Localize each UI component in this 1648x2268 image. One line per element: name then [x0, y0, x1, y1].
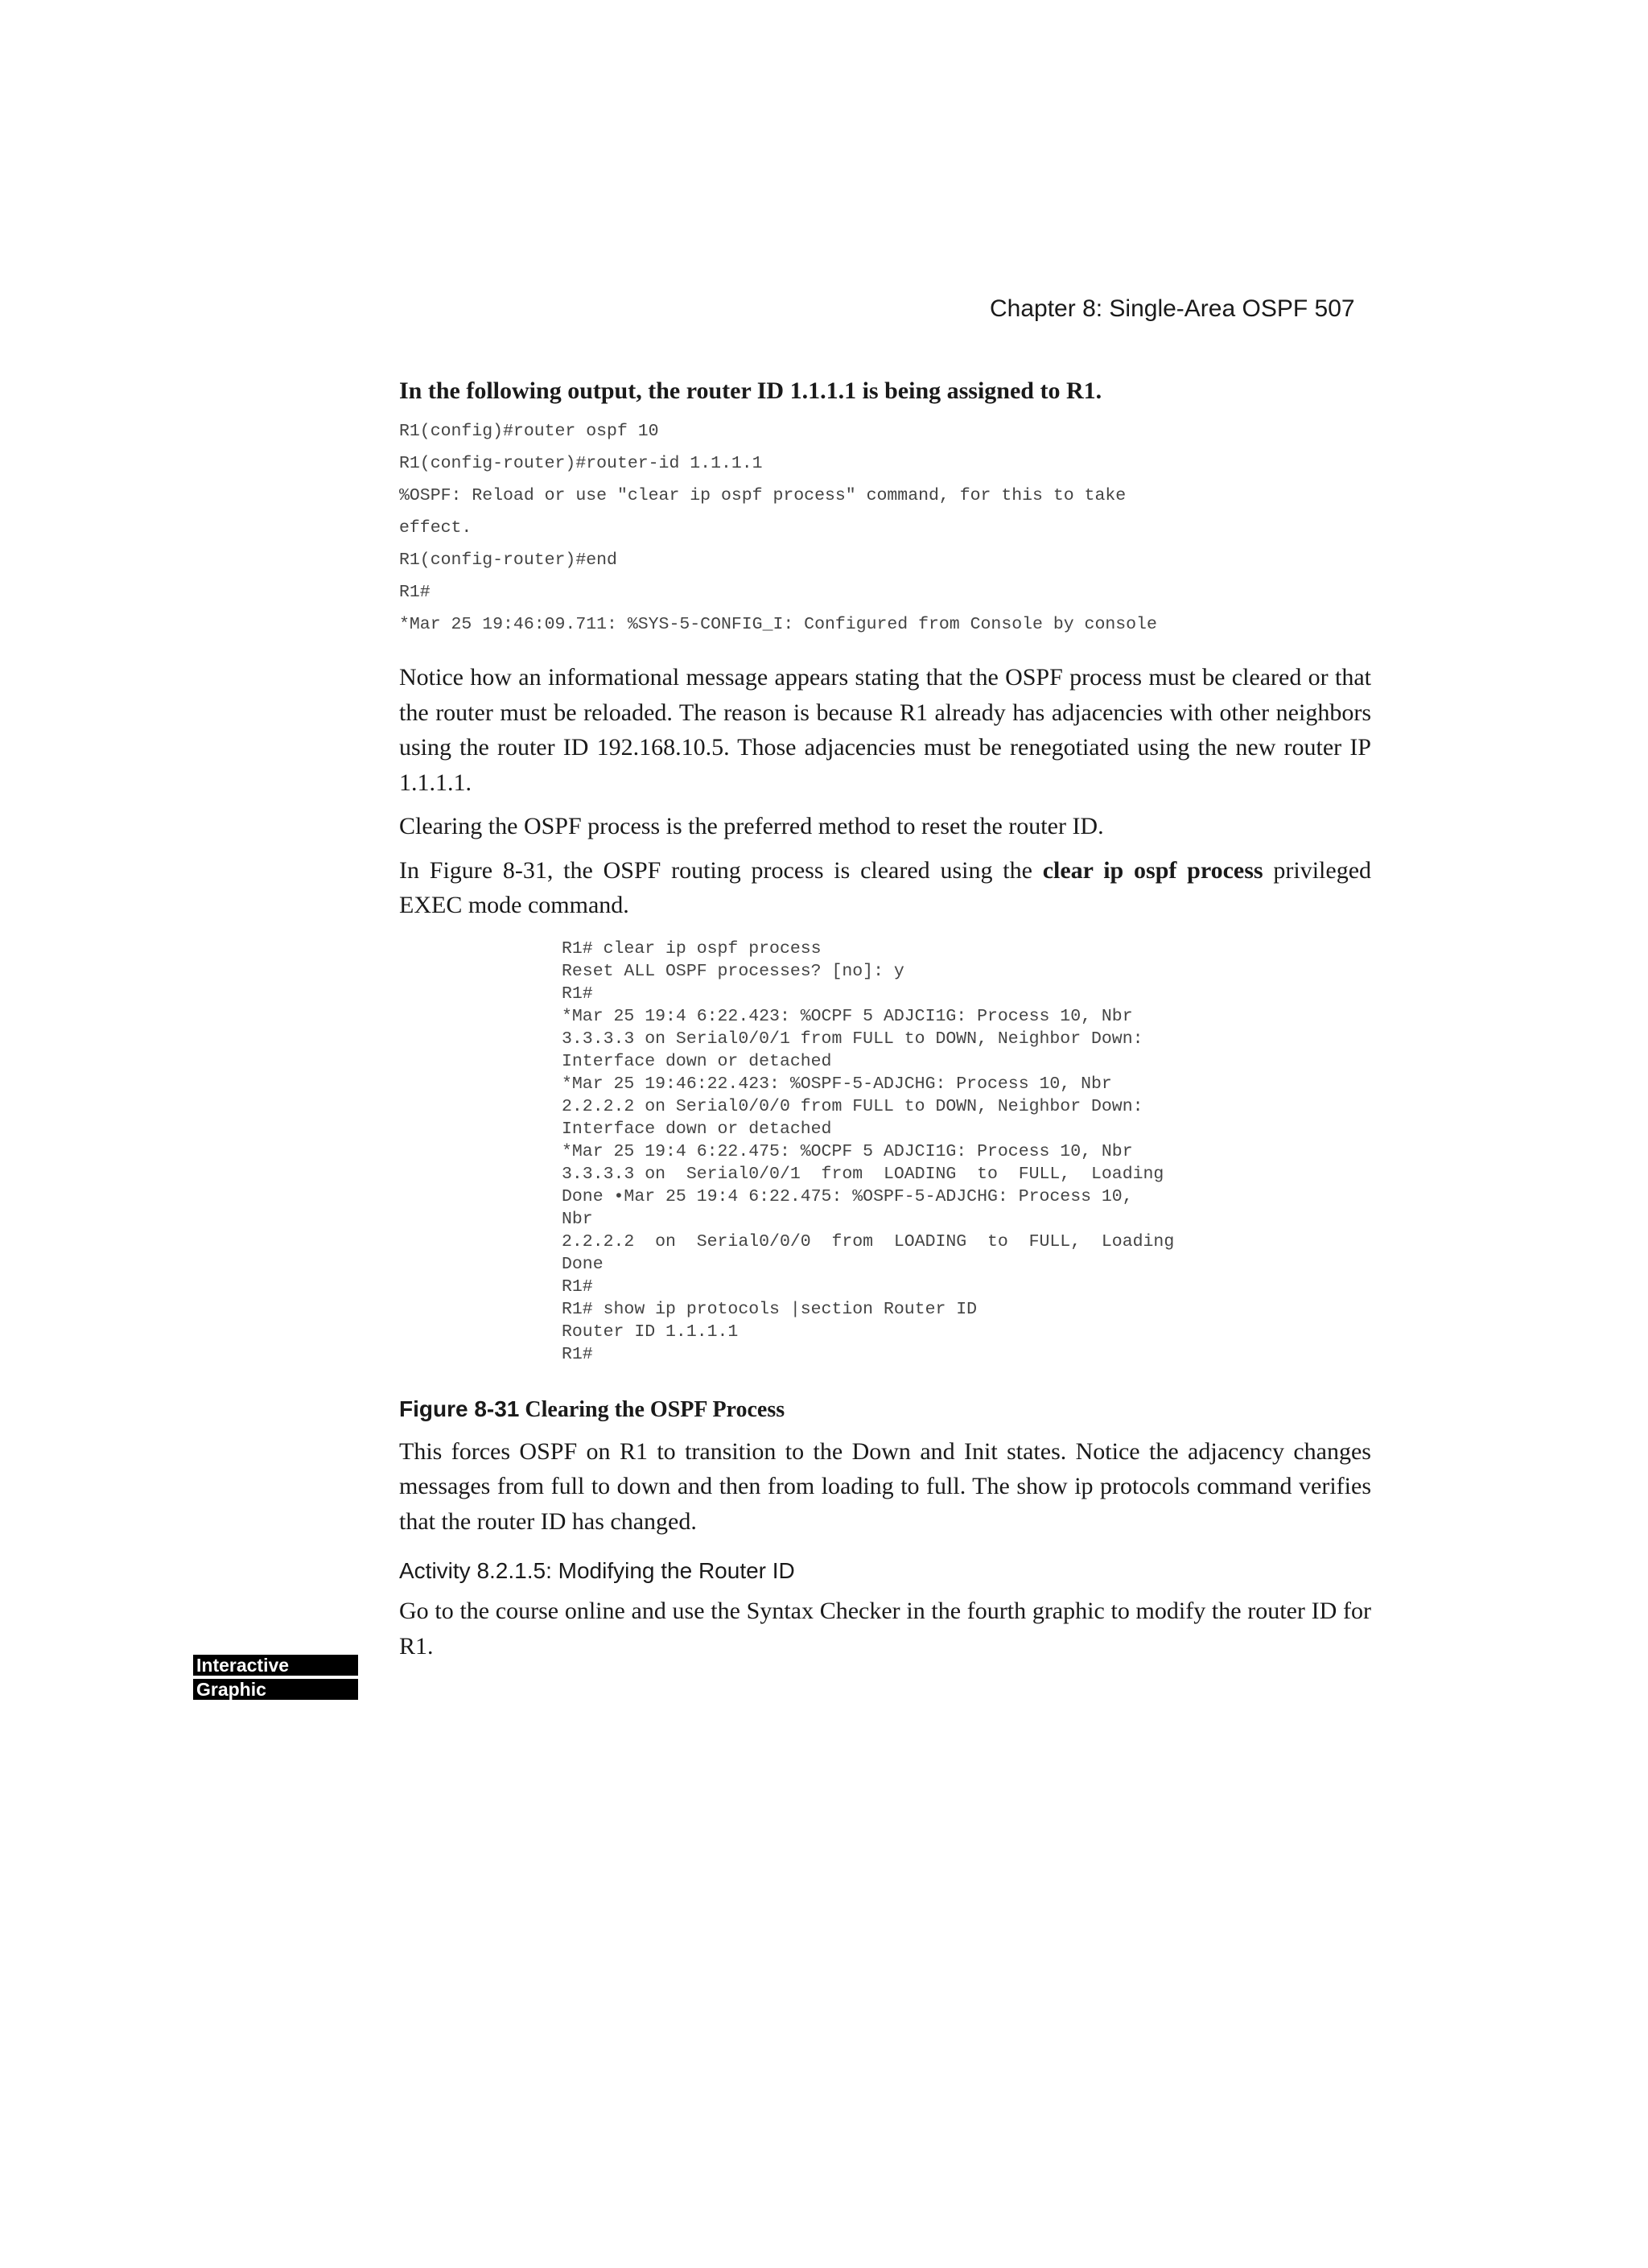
console-line: R1# show ip protocols |section Router ID: [562, 1299, 978, 1319]
code-line: effect.: [399, 518, 472, 538]
code-line: R1(config)#router ospf 10: [399, 422, 659, 441]
badge-line-graphic: Graphic: [193, 1679, 358, 1700]
activity-title: Activity 8.2.1.5: Modifying the Router ID: [399, 1558, 795, 1583]
console-line: 3.3.3.3 on Serial0/0/1 from FULL to DOWN, Neighbor Down:: [562, 1029, 1143, 1049]
console-line: Interface down or detached: [562, 1119, 832, 1139]
code-line: *Mar 25 19:46:09.711: %SYS-5-CONFIG_I: Configured from Console by console: [399, 615, 1157, 634]
code-line: %OSPF: Reload or use "clear ip ospf process" command, for this to take: [399, 486, 1127, 505]
code-line: R1(config-router)#router-id 1.1.1.1: [399, 454, 763, 473]
body-paragraph: Notice how an informational message appears stating that the OSPF process must be cleared or that the router must be reloaded. The reason is because R1 already has adjacencies with other neighbors using the router ID 192.168.10.5. Those adjacencies must be renegotiated using the new router IP 1.1.1.1.: [399, 664, 1371, 796]
code-line: R1(config-router)#end: [399, 551, 617, 570]
figure-intro-text: In Figure 8-31, the OSPF routing process is cleared using the: [399, 856, 1043, 884]
console-line: R1#: [562, 1344, 593, 1364]
console-line: Nbr: [562, 1209, 593, 1229]
console-line: R1#: [562, 1276, 593, 1297]
lead-sentence: In the following output, the router ID 1.1.1.1 is being assigned to R1.: [399, 377, 1102, 404]
console-line: R1# clear ip ospf process: [562, 938, 822, 959]
interactive-graphic-badge: [193, 1655, 358, 1703]
badge-line-interactive: Interactive: [193, 1655, 358, 1676]
console-line: *Mar 25 19:4 6:22.423: %OCPF 5 ADJCI1G: Process 10, Nbr: [562, 1006, 1133, 1026]
activity-body: Go to the course online and use the Syntax Checker in the fourth graphic to modify the router ID for R1.: [399, 1598, 1371, 1660]
console-line: R1#: [562, 983, 593, 1004]
console-line: 2.2.2.2 on Serial0/0/0 from FULL to DOWN, Neighbor Down:: [562, 1096, 1143, 1116]
figure-caption: [399, 1393, 1371, 1426]
console-line: Interface down or detached: [562, 1051, 832, 1071]
console-line: Done •Mar 25 19:4 6:22.475: %OSPF-5-ADJCHG: Process 10,: [562, 1186, 1133, 1206]
console-line: Done: [562, 1254, 604, 1274]
config-code-block: [399, 415, 1371, 641]
figure-console-output: [562, 938, 1371, 1393]
figure-intro-paragraph: [399, 853, 1371, 923]
body-paragraph: This forces OSPF on R1 to transition to the Down and Init states. Notice the adjacency changes messages from full to down and then from loading to full. The show ip protocols command verifies that the router ID has changed.: [399, 1437, 1371, 1535]
console-line: Router ID 1.1.1.1: [562, 1322, 739, 1342]
command-name: clear ip ospf process: [1042, 856, 1263, 884]
figure-caption-label: Figure 8-31: [399, 1396, 520, 1421]
figure-intro-text: privileged EXEC mode command.: [399, 856, 1372, 918]
console-line: *Mar 25 19:46:22.423: %OSPF-5-ADJCHG: Process 10, Nbr: [562, 1074, 1112, 1094]
console-line: Reset ALL OSPF processes? [no]: y: [562, 961, 904, 981]
code-line: R1#: [399, 583, 431, 602]
console-line: *Mar 25 19:4 6:22.475: %OCPF 5 ADJCI1G: Process 10, Nbr: [562, 1141, 1133, 1161]
running-head: Chapter 8: Single-Area OSPF 507: [990, 295, 1355, 322]
console-line: 3.3.3.3 on Serial0/0/1 from LOADING to FULL, Loading: [562, 1164, 1164, 1184]
page-content: [399, 375, 1371, 1672]
console-line: 2.2.2.2 on Serial0/0/0 from LOADING to FULL, Loading: [562, 1231, 1175, 1252]
figure-caption-title: Clearing the OSPF Process: [525, 1396, 785, 1422]
body-paragraph: Clearing the OSPF process is the preferred method to reset the router ID.: [399, 813, 1104, 839]
